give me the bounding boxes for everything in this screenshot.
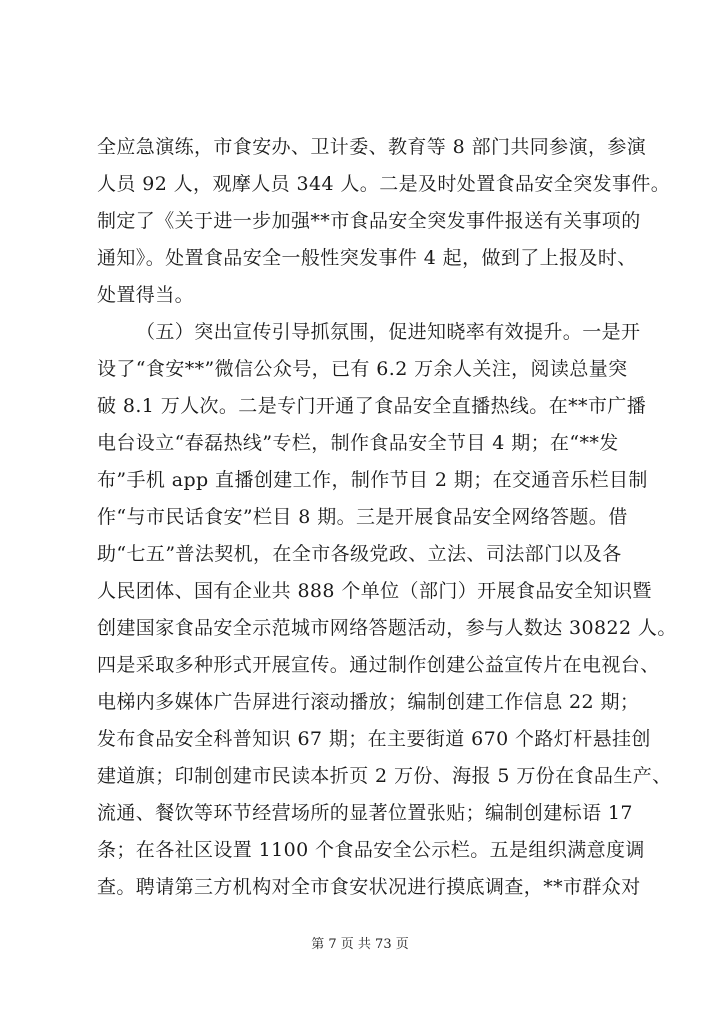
text-line: 电梯内多媒体广告屏进行滚动播放；编制创建工作信息 22 期；	[97, 691, 640, 713]
page-number-footer: 第 7 页 共 73 页	[311, 937, 409, 952]
text-line: 通知》。处置食品安全一般性突发事件 4 起，做到了上报及时、	[97, 247, 637, 269]
text-line: 设了“食安**”微信公众号，已有 6.2 万余人关注，阅读总量突	[97, 358, 628, 380]
text-line: 创建国家食品安全示范城市网络答题活动，参与人数达 30822 人。	[97, 617, 677, 639]
text-line: 全应急演练，市食安办、卫计委、教育等 8 部门共同参演，参演	[97, 136, 647, 158]
text-line: 建道旗；印制创建市民读本折页 2 万份、海报 5 万份在食品生产、	[97, 765, 672, 787]
text-line: 四是采取多种形式开展宣传。通过制作创建公益宣传片在电视台、	[97, 654, 660, 676]
text-line: 布”手机 app 直播创建工作，制作节目 2 期；在交通音乐栏目制	[97, 469, 648, 491]
text-line: 人民团体、国有企业共 888 个单位（部门）开展食品安全知识暨	[97, 580, 652, 602]
text-line: 制定了《关于进一步加强**市食品安全突发事件报送有关事项的	[97, 210, 641, 232]
text-line: 查。聘请第三方机构对全市食安状况进行摸底调查，**市群众对	[97, 876, 641, 898]
section-heading-line: （五）突出宣传引导抓氛围，促进知晓率有效提升。一是开	[136, 321, 641, 343]
text-line: 发布食品安全科普知识 67 期；在主要街道 670 个路灯杆悬挂创	[97, 728, 651, 750]
text-line: 条；在各社区设置 1100 个食品安全公示栏。五是组织满意度调	[97, 839, 645, 861]
text-line: 破 8.1 万人次。二是专门开通了食品安全直播热线。在**市广播	[97, 395, 647, 417]
text-line: 处置得当。	[97, 284, 195, 306]
text-line: 作“与市民话食安”栏目 8 期。三是开展食品安全网络答题。借	[97, 506, 628, 528]
text-line: 流通、餐饮等环节经营场所的显著位置张贴；编制创建标语 17	[97, 802, 633, 824]
text-line: 人员 92 人，观摩人员 344 人。二是及时处置食品安全突发事件。	[97, 173, 671, 195]
text-line: 电台设立“春磊热线”专栏，制作食品安全节目 4 期；在“**发	[97, 432, 619, 454]
text-line: 助“七五”普法契机，在全市各级党政、立法、司法部门以及各	[97, 543, 622, 565]
